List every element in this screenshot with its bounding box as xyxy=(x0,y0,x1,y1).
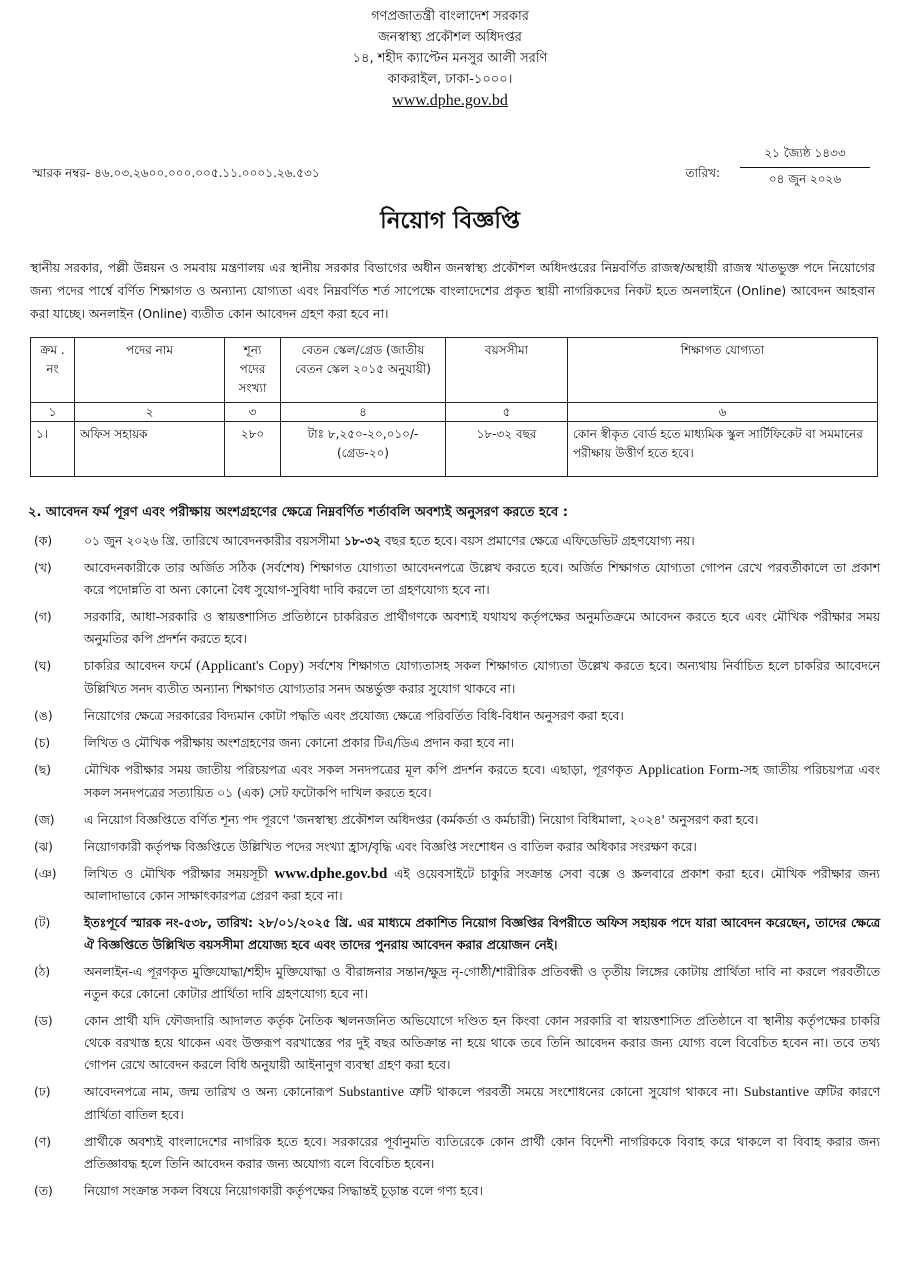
list-item xyxy=(30,606,880,650)
item-text-english: Substantive xyxy=(338,1085,404,1100)
column-number: ৪ xyxy=(281,403,446,422)
list-item xyxy=(30,655,880,700)
item-text: কোন প্রার্থী যদি ফৌজদারি আদালত কর্তৃক নৈতিক স্খলনজনিত অভিযোগে দণ্ডিত হন কিংবা কোন সরকারি বা স্বায়ত্তশাসিত প্রতিষ্ঠানে বা স্থানীয় কর্তৃপক্ষের চাকরি থেকে বরখাস্ত হয়ে থাকেন এবং উক্তরূপ বরখাস্তের পর দুই বছর অতিক্রান্ত না হয়ে থাকে তবে তিনি আবেদন করার জন্য যোগ্য বলে বিবেচিত হবেন না। তবে তথ্য গোপন রেখে আবেদন করলে বিধি অনুযায়ী আইনানুগ ব্যবস্থা গ্রহণ করা হবে। xyxy=(84,1014,880,1072)
table-number-row xyxy=(31,403,878,422)
item-label: (ড) xyxy=(34,1014,53,1028)
item-text: এ নিয়োগ বিজ্ঞপ্তিতে বর্ণিত শূন্য পদ পূরণে 'জনস্বাস্থ্য প্রকৌশল অধিদপ্তর (কর্মকর্তা ও কর্মচারী) নিয়োগ বিধিমালা, ২০২৪' অনুসরণ করা হবে। xyxy=(84,813,759,827)
item-text-bold: ১৮-৩২ xyxy=(343,534,381,548)
serial-cell: ১। xyxy=(31,422,75,477)
item-text: বছর হতে হবে। বয়স প্রমাণের ক্ষেত্রে এফিডেভিট গ্রহণযোগ্য নয়। xyxy=(380,534,695,548)
item-text: লিখিত ও মৌখিক পরীক্ষার সময়সূচী xyxy=(84,867,275,881)
list-item xyxy=(30,557,880,601)
letterhead xyxy=(0,6,900,111)
intro-paragraph: স্থানীয় সরকার, পল্লী উন্নয়ন ও সমবায় মন্ত্রণালয় এর স্থানীয় সরকার বিভাগের অধীন জনস্বাস্থ্য প্রকৌশল অধিদপ্তরের নিম্নবর্ণিত রাজস্ব/অস্থায়ী রাজস্ব খাতভুক্ত পদে নিয়োগের জন্য পদের পার্শ্বে বর্ণিত শিক্ষাগত ও অন্যান্য যোগ্যতা এবং নিম্নবর্ণিত শর্ত সাপেক্ষে বাংলাদেশের প্রকৃত স্থায়ী নাগরিকদের নিকট হতে অনলাইনে (Online) আবেদন আহবান করা যাচ্ছে। অনলাইন (Online) ব্যতীত কোন আবেদন গ্রহণ করা হবে না। xyxy=(30,260,875,321)
website-link[interactable]: www.dphe.gov.bd xyxy=(274,866,388,882)
item-text-english: Substantive xyxy=(743,1085,810,1100)
item-label: (ণ) xyxy=(34,1135,52,1149)
item-text: ০১ জুন ২০২৬ খ্রি. তারিখে আবেদনকারীর বয়সসীমা xyxy=(84,534,344,548)
item-text: এই ওয়েবসাইটে চাকুরি সংক্রান্ত সেবা বক্সে ও স্ক্রলবারে প্রকাশ করা হবে। মৌখিক পরীক্ষার জন্য আলাদাভাবে কোন সাক্ষাৎকারপত্র প্রেরণ করা হবে না। xyxy=(84,867,880,903)
item-text: নিয়োগের ক্ষেত্রে সরকারের বিদ্যমান কোটা পদ্ধতি এবং প্রযোজ্য ক্ষেত্রে পরিবর্তিত বিধি-বিধান অনুসরণ করা হবে। xyxy=(84,709,624,723)
item-text: অনলাইন-এ পূরণকৃত মুক্তিযোদ্ধা/শহীদ মুক্তিযোদ্ধা ও বীরাঙ্গনার সন্তান/ক্ষুদ্র নৃ-গোষ্ঠী/শারীরিক প্রতিবন্ধী ও তৃতীয় লিঙ্গের কোটায় প্রার্থিতা দাবি না করলে পরবর্তীতে নতুন করে কোনো কোটার প্রার্থিতা দাবি গ্রহণযোগ্য হবে না। xyxy=(84,965,880,1001)
section-heading: ২. আবেদন ফর্ম পূরণ এবং পরীক্ষায় অংশগ্রহণের ক্ষেত্রে নিম্নবর্ণিত শর্তাবলি অবশ্যই অনুসরণ করতে হবে : xyxy=(28,505,568,520)
list-item xyxy=(30,1010,880,1076)
list-item xyxy=(30,912,880,956)
item-text: প্রার্থীকে অবশ্যই বাংলাদেশের নাগরিক হতে হবে। সরকারের পূর্বানুমতি ব্যতিরেকে কোন প্রার্থী কোন বিদেশী নাগরিককে বিবাহ করে থাকলে বা বিবাহ করার জন্য প্রতিজ্ঞাবদ্ধ হলে তিনি আবেদন করার জন্য অযোগ্য বলে বিবেচিত হবেন। xyxy=(84,1135,880,1171)
column-number: ১ xyxy=(31,403,75,422)
age-limit-cell: ১৮-৩২ বছর xyxy=(446,422,568,477)
item-label: (ঘ) xyxy=(34,659,52,673)
item-label: (জ) xyxy=(34,813,55,827)
item-text: ত্রুটির কারণে প্রার্থিতা বাতিল হবে। xyxy=(84,1085,880,1122)
item-label: (ছ) xyxy=(34,763,52,777)
item-text: ইতঃপূর্বে স্মারক নং-৫৩৮, তারিখ: ২৮/০১/২০২৫ খ্রি. এর মাধ্যমে প্রকাশিত নিয়োগ বিজ্ঞপ্তির বিপরীতে অফিস সহায়ক পদে যারা আবেদন করেছেন, তাদের ক্ষেত্রে ঐ বিজ্ঞপ্তিতে উল্লিখিত বয়সসীমা প্রযোজ্য হবে এবং তাদের পুনরায় আবেদন করার প্রয়োজন নেই। xyxy=(84,916,880,952)
list-item xyxy=(30,863,880,907)
list-item xyxy=(30,705,880,727)
memo-number: স্মারক নম্বর- ৪৬.০৩.২৬০০.০০০.০০৫.১১.০০০১.২৬.৫৩১ xyxy=(32,166,320,180)
item-label: (ত) xyxy=(34,1184,53,1198)
item-label: (ঞ) xyxy=(34,867,57,881)
item-text: নিয়োগকারী কর্তৃপক্ষ বিজ্ঞপ্তিতে উল্লিখিত পদের সংখ্যা হ্রাস/বৃদ্ধি এবং বিজ্ঞপ্তি সংশোধন ও বাতিল করার অধিকার সংরক্ষণ করে। xyxy=(84,840,697,854)
conditions-list xyxy=(30,530,880,1207)
list-item xyxy=(30,836,880,858)
column-number: ৫ xyxy=(446,403,568,422)
item-text: নিয়োগ সংক্রান্ত সকল বিষয়ে নিয়োগকারী কর্তৃপক্ষের সিদ্ধান্তই চূড়ান্ত বলে গণ্য হবে। xyxy=(84,1184,483,1198)
govt-name: গণপ্রজাতন্ত্রী বাংলাদেশ সরকার xyxy=(371,9,529,24)
list-item xyxy=(30,759,880,804)
table-header: বয়সসীমা xyxy=(446,338,568,403)
list-item xyxy=(30,961,880,1005)
column-number: ৩ xyxy=(225,403,281,422)
item-label: (ঝ) xyxy=(34,840,53,854)
table-header: শিক্ষাগত যোগ্যতা xyxy=(568,338,878,403)
item-text: আবেদনপত্রে নাম, জন্ম তারিখ ও অন্য কোনোরূপ xyxy=(84,1085,339,1099)
post-cell: অফিস সহায়ক xyxy=(75,422,225,477)
address-line: ১৪, শহীদ ক্যাপ্টেন মনসুর আলী সরণি xyxy=(352,51,548,66)
city-line: কাকরাইল, ঢাকা-১০০০। xyxy=(387,72,513,87)
list-item xyxy=(30,530,880,552)
list-item xyxy=(30,1081,880,1126)
table-header: পদের নাম xyxy=(75,338,225,403)
website-link[interactable]: www.dphe.gov.bd xyxy=(392,92,508,109)
item-label: (ক) xyxy=(34,534,53,548)
item-text: চাকরির আবেদন ফর্মে xyxy=(84,659,197,673)
vacancy-table xyxy=(30,337,878,477)
list-item xyxy=(30,1131,880,1175)
table-header: বেতন স্কেল/গ্রেড (জাতীয় বেতন স্কেল ২০১৫ অনুযায়ী) xyxy=(281,338,446,403)
item-text: ত্রুটি থাকলে পরবর্তী সময়ে সংশোধনের কোনো সুযোগ থাকবে না। xyxy=(403,1085,744,1099)
page-title: নিয়োগ বিজ্ঞপ্তি xyxy=(380,208,520,234)
table-header-row xyxy=(31,338,878,403)
department-name: জনস্বাস্থ্য প্রকৌশল অধিদপ্তর xyxy=(378,30,522,45)
item-label: (গ) xyxy=(34,610,52,624)
vacancy-cell: ২৮০ xyxy=(225,422,281,477)
item-label: (ঙ) xyxy=(34,709,53,723)
item-text: লিখিত ও মৌখিক পরীক্ষায় অংশগ্রহণের জন্য কোনো প্রকার টিএ/ডিএ প্রদান করা হবে না। xyxy=(84,736,515,750)
table-header: ক্রম . নং xyxy=(31,338,75,403)
table-header: শূন্য পদের সংখ্যা xyxy=(225,338,281,403)
date-english: ০৪ জুন ২০২৬ xyxy=(768,172,842,186)
pay-scale-cell: টাঃ ৮,২৫০-২০,০১০/- (গ্রেড-২০) xyxy=(281,422,446,477)
list-item xyxy=(30,732,880,754)
date-label: তারিখ: xyxy=(685,166,720,180)
column-number: ৬ xyxy=(568,403,878,422)
item-text: -সহ জাতীয় পরিচয়পত্র এবং সকল সনদপত্রের সত্যায়িত ০১ (এক) সেট ফটোকপি দাখিল করতে হবে। xyxy=(84,763,881,800)
date-bangla: ২১ জ্যৈষ্ঠ ১৪৩৩ xyxy=(740,145,870,168)
item-text: মৌখিক পরীক্ষার সময় জাতীয় পরিচয়পত্র এবং সকল সনদপত্রের মূল কপি প্রদর্শন করতে হবে। এছাড়া, পূরণকৃত xyxy=(84,763,639,777)
item-text-english: (Applicant's Copy) xyxy=(196,659,304,674)
item-label: (ঠ) xyxy=(34,965,51,979)
item-label: (খ) xyxy=(34,561,52,575)
column-number: ২ xyxy=(75,403,225,422)
item-text: সরকারি, আধা-সরকারি ও স্বায়ত্তশাসিত প্রতিষ্ঠানে চাকরিরত প্রার্থীগণকে অবশ্যই যথাযথ কর্তৃপক্ষের অনুমতিক্রমে আবেদন করতে হবে এবং মৌখিক পরীক্ষার সময় অনুমতির কপি প্রদর্শন করতে হবে। xyxy=(84,610,880,646)
list-item xyxy=(30,1180,880,1202)
item-label: (ঢ) xyxy=(34,1085,51,1099)
item-label: (চ) xyxy=(34,736,51,750)
item-text: আবেদনকারীকে তার অর্জিত সঠিক (সর্বশেষ) শিক্ষাগত যোগ্যতা আবেদনপত্রে উল্লেখ করতে হবে। অর্জিত শিক্ষাগত যোগ্যতা গোপন রেখে পরবর্তীকালে তা প্রকাশ করে পদোন্নতি বা অন্য কোনো বৈধ সুযোগ-সুবিধা দাবি করলে তা গ্রহণযোগ্য হবে না। xyxy=(84,561,880,597)
item-text-english: Application Form xyxy=(638,763,740,778)
item-text: সর্বশেষ শিক্ষাগত যোগ্যতাসহ সকল শিক্ষাগত যোগ্যতা উল্লেখ করতে হবে। অন্যথায় নির্বাচিত হলে চাকরির আবেদনে উল্লিখিত সনদ ব্যতীত অন্যান্য শিক্ষাগত যোগ্যতার সনদ অন্তর্ভুক্ত করার সুযোগ থাকবে না। xyxy=(84,659,880,696)
item-label: (ট) xyxy=(34,916,51,930)
table-row xyxy=(31,422,878,477)
list-item xyxy=(30,809,880,831)
qualification-cell: কোন স্বীকৃত বোর্ড হতে মাধ্যমিক স্কুল সার্টিফিকেট বা সমমানের পরীক্ষায় উত্তীর্ণ হতে হবে। xyxy=(568,422,878,477)
date-block xyxy=(685,145,870,191)
